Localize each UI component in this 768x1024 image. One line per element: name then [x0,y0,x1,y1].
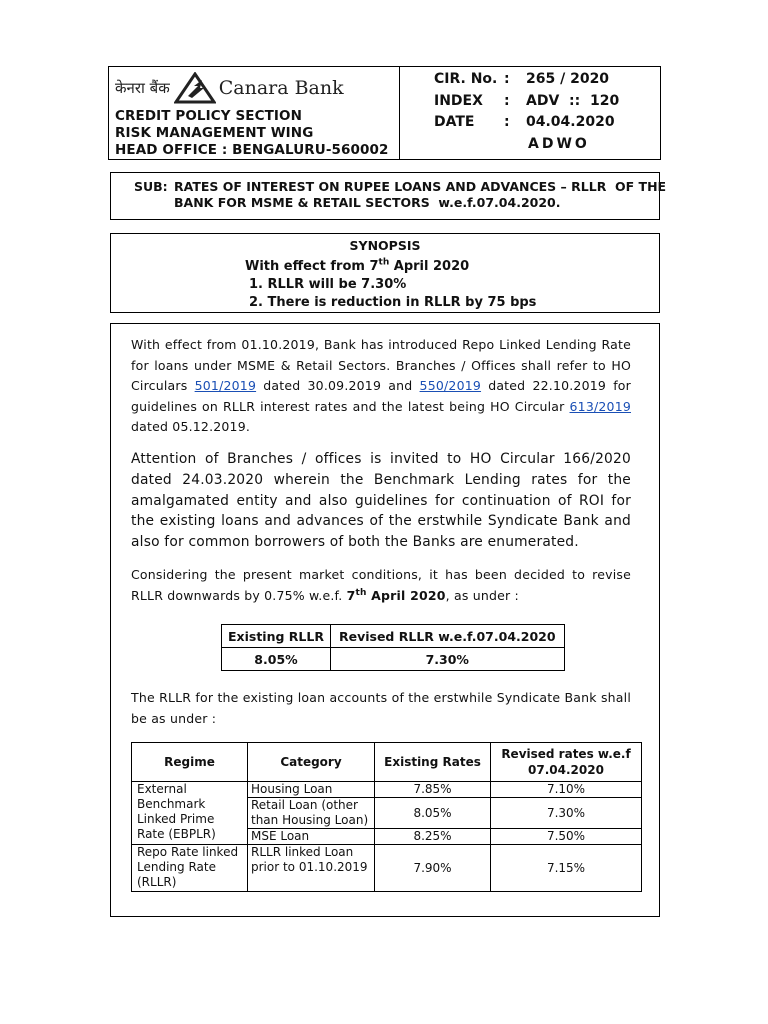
main-content [110,323,660,917]
issuer-block [109,67,399,159]
circular-number-label: CIR. No. [434,71,498,87]
table-row [132,782,642,798]
table-header: Revised rates w.e.f 07.04.2020 [491,743,642,782]
synopsis-title: SYNOPSIS [349,238,421,253]
para3-tail: , as under : [445,587,519,603]
index-label: INDEX [434,93,483,109]
para1-text-a: With effect from 01.10.2019, Bank has introduced Repo Linked Lending Rate for loans under MSME & Retail Sectors. Branches / Offices shall refer to HO Circulars [131,337,631,393]
effect-month: April 2020 [389,259,470,274]
synopsis-point-2: 2. There is reduction in RLLR by 75 bps [249,295,537,310]
table-header: Category [248,743,375,782]
regime-cell: External Benchmark Linked Prime Rate (EBPLR) [132,782,248,845]
table-cell: 7.50% [491,829,642,845]
table-cell: 8.05% [375,798,491,829]
table-cell: Housing Loan [248,782,375,798]
circular-reference [399,67,661,159]
table-cell: 7.15% [491,845,642,892]
para1-text-c: dated 22.10.2019 for guidelines on RLLR interest rates and the latest being HO Circular [131,378,631,414]
table-cell: 7.90% [375,845,491,892]
synopsis-box [110,233,660,313]
paragraph-revision [131,565,631,606]
table-cell: RLLR linked Loan prior to 01.10.2019 [248,845,375,892]
circular-number-value: 265 / 2020 [526,71,610,87]
table-header: Existing Rates [375,743,491,782]
subject-line-1: RATES OF INTEREST ON RUPEE LOANS AND ADVANCES – RLLR OF THE [174,179,667,194]
para3-month: April 2020 [366,587,446,603]
subject-prefix: SUB: [134,179,168,194]
paragraph-attention: Attention of Branches / offices is invited to HO Circular 166/2020 dated 24.03.2020 wherein the Benchmark Lending rates for the amalgamated entity and also guidelines for continuation of ROI for the existing loans and advances of the erstwhile Syndicate Bank and also for common borrowers of both the Banks are enumerated. [131,451,631,551]
table-cell: 8.25% [375,829,491,845]
table-header: Revised RLLR w.e.f.07.04.2020 [330,625,564,648]
circular-link-550[interactable]: 550/2019 [419,378,482,393]
para3-text: Considering the present market conditions, it has been decided to revise RLLR downwards by 0.75% w.e.f. [131,567,631,603]
table-cell: 7.30% [330,648,564,671]
date-value: 04.04.2020 [526,114,615,130]
synopsis-effect [245,259,469,274]
table-header-row [132,743,642,782]
index-value: ADV :: 120 [526,93,620,109]
synopsis-point-1: 1. RLLR will be 7.30% [249,277,407,292]
section-name: CREDIT POLICY SECTION [115,108,302,124]
table-row [222,648,565,671]
table-header: Regime [132,743,248,782]
table-header: Existing RLLR [222,625,331,648]
rllr-revision-table [221,624,565,671]
subject-line-2: BANK FOR MSME & RETAIL SECTORS w.e.f.07.04.2020. [174,195,561,210]
office-name: HEAD OFFICE : BENGALURU-560002 [115,142,389,158]
table-row [222,625,565,648]
table-cell: 8.05% [222,648,331,671]
para1-text-d: dated 05.12.2019. [131,419,251,434]
table-row [132,845,642,892]
canara-triangle-icon [174,72,216,104]
circular-link-613[interactable]: 613/2019 [569,398,631,414]
effect-sup: th [378,257,390,268]
circular-link-501[interactable]: 501/2019 [194,378,257,393]
effect-text: With effect from 7 [245,259,379,274]
colon: : [504,93,510,109]
para3-sup: th [355,587,367,598]
logo-hindi-text: केनरा बैंक [115,79,170,97]
colon: : [504,114,510,130]
paragraph-rllr-intro [131,335,631,438]
regime-cell: Repo Rate linked Lending Rate (RLLR) [132,845,248,892]
bank-logo [115,71,344,105]
table-cell: Retail Loan (other than Housing Loan) [248,798,375,829]
paragraph-syndicate: The RLLR for the existing loan accounts of the erstwhile Syndicate Bank shall be as under : [131,690,631,726]
table-cell: MSE Loan [248,829,375,845]
department-code: ADWO [528,136,590,152]
logo-english-text: Canara Bank [218,77,344,99]
subject-box [110,172,667,220]
table-cell: 7.85% [375,782,491,798]
syndicate-rates-table [131,742,642,892]
table-cell: 7.10% [491,782,642,798]
circular-header [108,66,661,160]
date-label: DATE [434,114,475,130]
colon: : [504,71,510,87]
para3-day: 7 [346,587,356,603]
para1-text-b: dated 30.09.2019 and [256,378,420,393]
table-cell: 7.30% [491,798,642,829]
wing-name: RISK MANAGEMENT WING [115,125,314,141]
